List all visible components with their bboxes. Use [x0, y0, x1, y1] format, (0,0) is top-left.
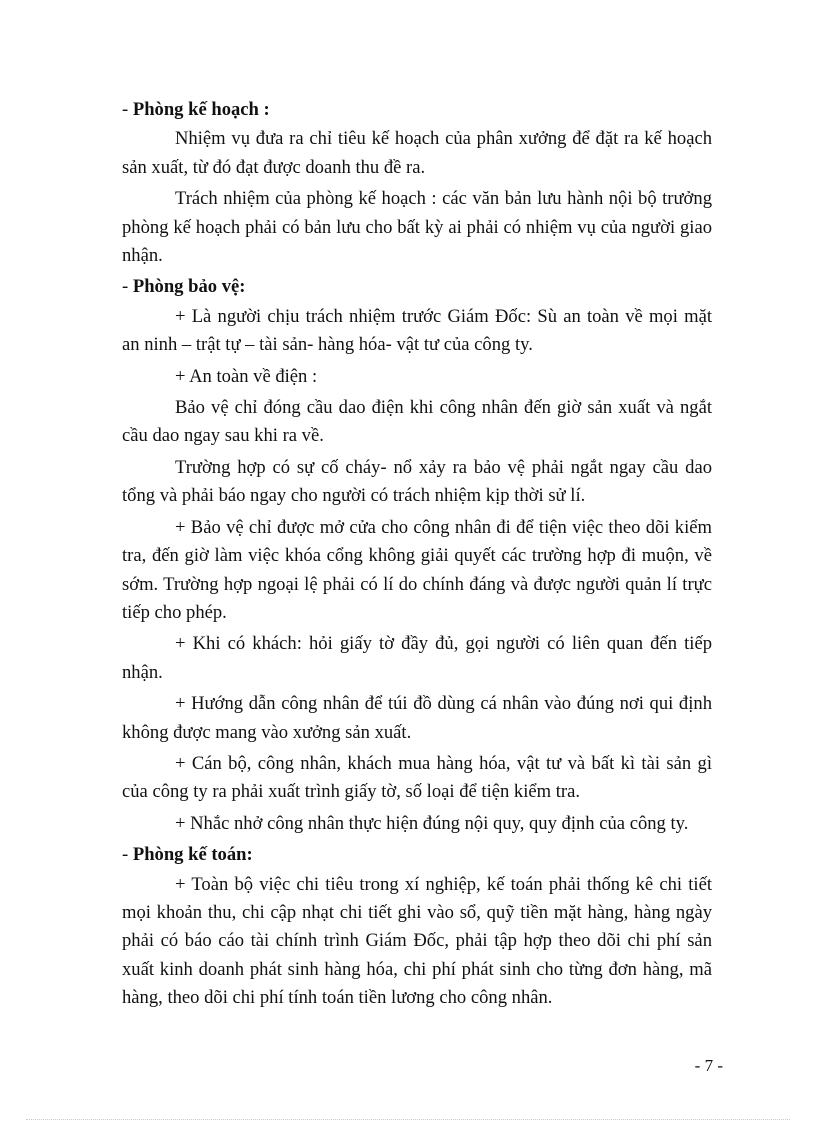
paragraph: + Cán bộ, công nhân, khách mua hàng hóa, vật tư và bất kì tài sản gì của công ty ra phải xuất trình giấy tờ, số loại để tiện kiểm tra. [122, 752, 712, 803]
page-bottom-divider [26, 1119, 790, 1120]
section-heading-ke-hoach [122, 96, 712, 124]
heading-dash: - [122, 844, 133, 866]
paragraph: Bảo vệ chỉ đóng cầu dao điện khi công nhân đến giờ sản xuất và ngắt cầu dao ngay sau khi ra về. [122, 397, 712, 447]
heading-text: Phòng kế toán: [132, 844, 253, 866]
section-heading-bao-ve [122, 273, 712, 301]
paragraph: + Toàn bộ việc chi tiêu trong xí nghiệp, kế toán phải thống kê chi tiết mọi khoản thu, chi cập nhạt chi tiết ghi vào sổ, quỹ tiền mặt hàng, hàng ngày phải có báo cáo tài chính trình Giám Đốc, phải tập hợp theo dõi chi phí sản xuất kinh doanh phát sinh hàng hóa, chi phí phát sinh cho từng đơn hàng, mã hàng, theo dõi chi phí tính toán tiền lương cho công nhân. [122, 873, 712, 1009]
heading-dash: - [122, 276, 133, 298]
document-body [122, 96, 712, 1016]
paragraph: + Hướng dẫn công nhân để túi đồ dùng cá nhân vào đúng nơi qui định không được mang vào xưởng sản xuất. [122, 693, 712, 743]
page-number: - 7 - [694, 1056, 723, 1075]
paragraph: + Khi có khách: hỏi giấy tờ đầy đủ, gọi người có liên quan đến tiếp nhận. [122, 633, 712, 683]
paragraph: + Bảo vệ chỉ được mở cửa cho công nhân đi để tiện việc theo dõi kiểm tra, đến giờ làm việc khóa cổng không giải quyết các trường hợp đi muộn, về sớm. Trường hợp ngoại lệ phải có lí do chính đáng và được người quản lí trực tiếp cho phép. [122, 516, 712, 623]
heading-text: Phòng kế hoạch : [132, 99, 270, 120]
paragraph: + Nhắc nhở công nhân thực hiện đúng nội quy, quy định của công ty. [175, 812, 689, 834]
paragraph: Nhiệm vụ đưa ra chỉ tiêu kế hoạch của phân xưởng để đặt ra kế hoạch sản xuất, từ đó đạt được doanh thu đề ra. [122, 128, 712, 178]
heading-text: Phòng bảo vệ: [132, 276, 246, 298]
section-heading-ke-toan [122, 841, 712, 869]
paragraph: + Là người chịu trách nhiệm trước Giám Đốc: Sù an toàn về mọi mặt an ninh – trật tự – tài sản- hàng hóa- vật tư của công ty. [122, 305, 712, 356]
heading-dash: - [122, 99, 133, 120]
paragraph: Trách nhiệm của phòng kế hoạch : các văn bản lưu hành nội bộ trưởng phòng kế hoạch phải có bản lưu cho bất kỳ ai phải có nhiệm vụ của người giao nhận. [122, 188, 712, 267]
paragraph: Trường hợp có sự cố cháy- nổ xảy ra bảo vệ phải ngắt ngay cầu dao tổng và phải báo ngay cho người có trách nhiệm kịp thời sử lí. [122, 456, 712, 507]
paragraph: + An toàn về điện : [175, 365, 318, 387]
